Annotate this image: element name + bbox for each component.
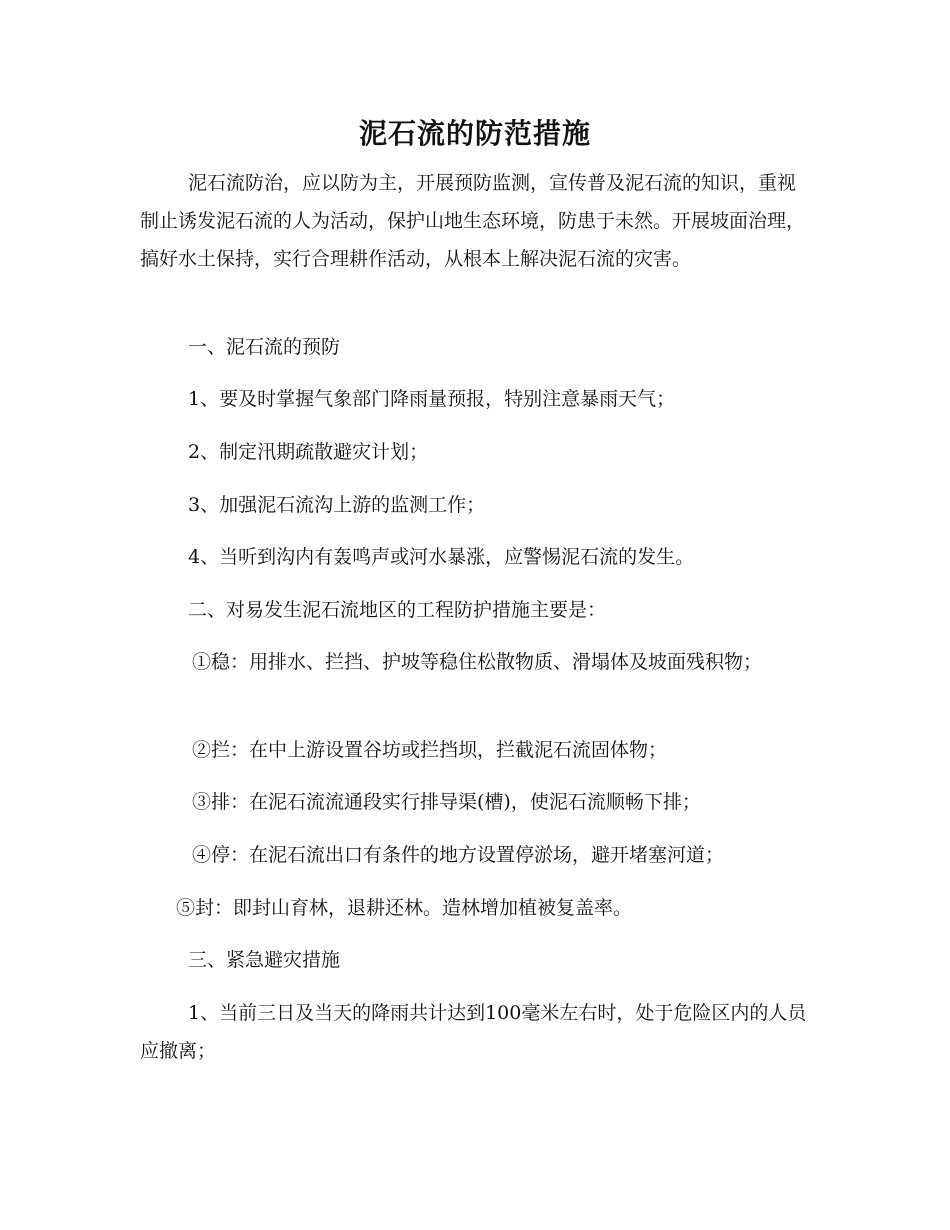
- prevention-item-2: 2、制定汛期疏散避灾计划；: [188, 441, 429, 463]
- intro-paragraph: 泥石流防治，应以防为主，开展预防监测，宣传普及泥石流的知识，重视制止诱发泥石流的人为活动，保护山地生态环境，防患于未然。开展坡面治理，搞好水土保持，实行合理耕作活动，从根本上解决泥石流的灾害。: [140, 172, 806, 270]
- engineering-item-3: ③排：在泥石流流通段实行排导渠(槽)，使泥石流顺畅下排；: [192, 791, 701, 813]
- prevention-item-4: 4、当听到沟内有轰鸣声或河水暴涨，应警惕泥石流的发生。: [188, 546, 695, 568]
- document-title: 泥石流的防范措施: [358, 117, 591, 150]
- engineering-item-4: ④停：在泥石流出口有条件的地方设置停淤场，避开堵塞河道；: [192, 844, 725, 866]
- section-heading-engineering: 二、对易发生泥石流地区的工程防护措施主要是：: [188, 599, 607, 621]
- section-heading-emergency: 三、紧急避灾措施: [188, 949, 341, 971]
- engineering-item-5: ⑤封：即封山育林，退耕还林。造林增加植被复盖率。: [176, 897, 633, 919]
- prevention-item-1: 1、要及时掌握气象部门降雨量预报，特别注意暴雨天气；: [188, 388, 676, 410]
- section-heading-prevention: 一、泥石流的预防: [188, 336, 341, 358]
- prevention-item-3: 3、加强泥石流沟上游的监测工作；: [188, 494, 486, 516]
- emergency-item-1: 1、当前三日及当天的降雨共计达到100毫米左右时，处于危险区内的人员应撤离；: [140, 1002, 807, 1062]
- engineering-item-2: ②拦：在中上游设置谷坊或拦挡坝，拦截泥石流固体物；: [192, 739, 668, 761]
- engineering-item-1: ①稳：用排水、拦挡、护坡等稳住松散物质、滑塌体及坡面残积物；: [192, 651, 763, 673]
